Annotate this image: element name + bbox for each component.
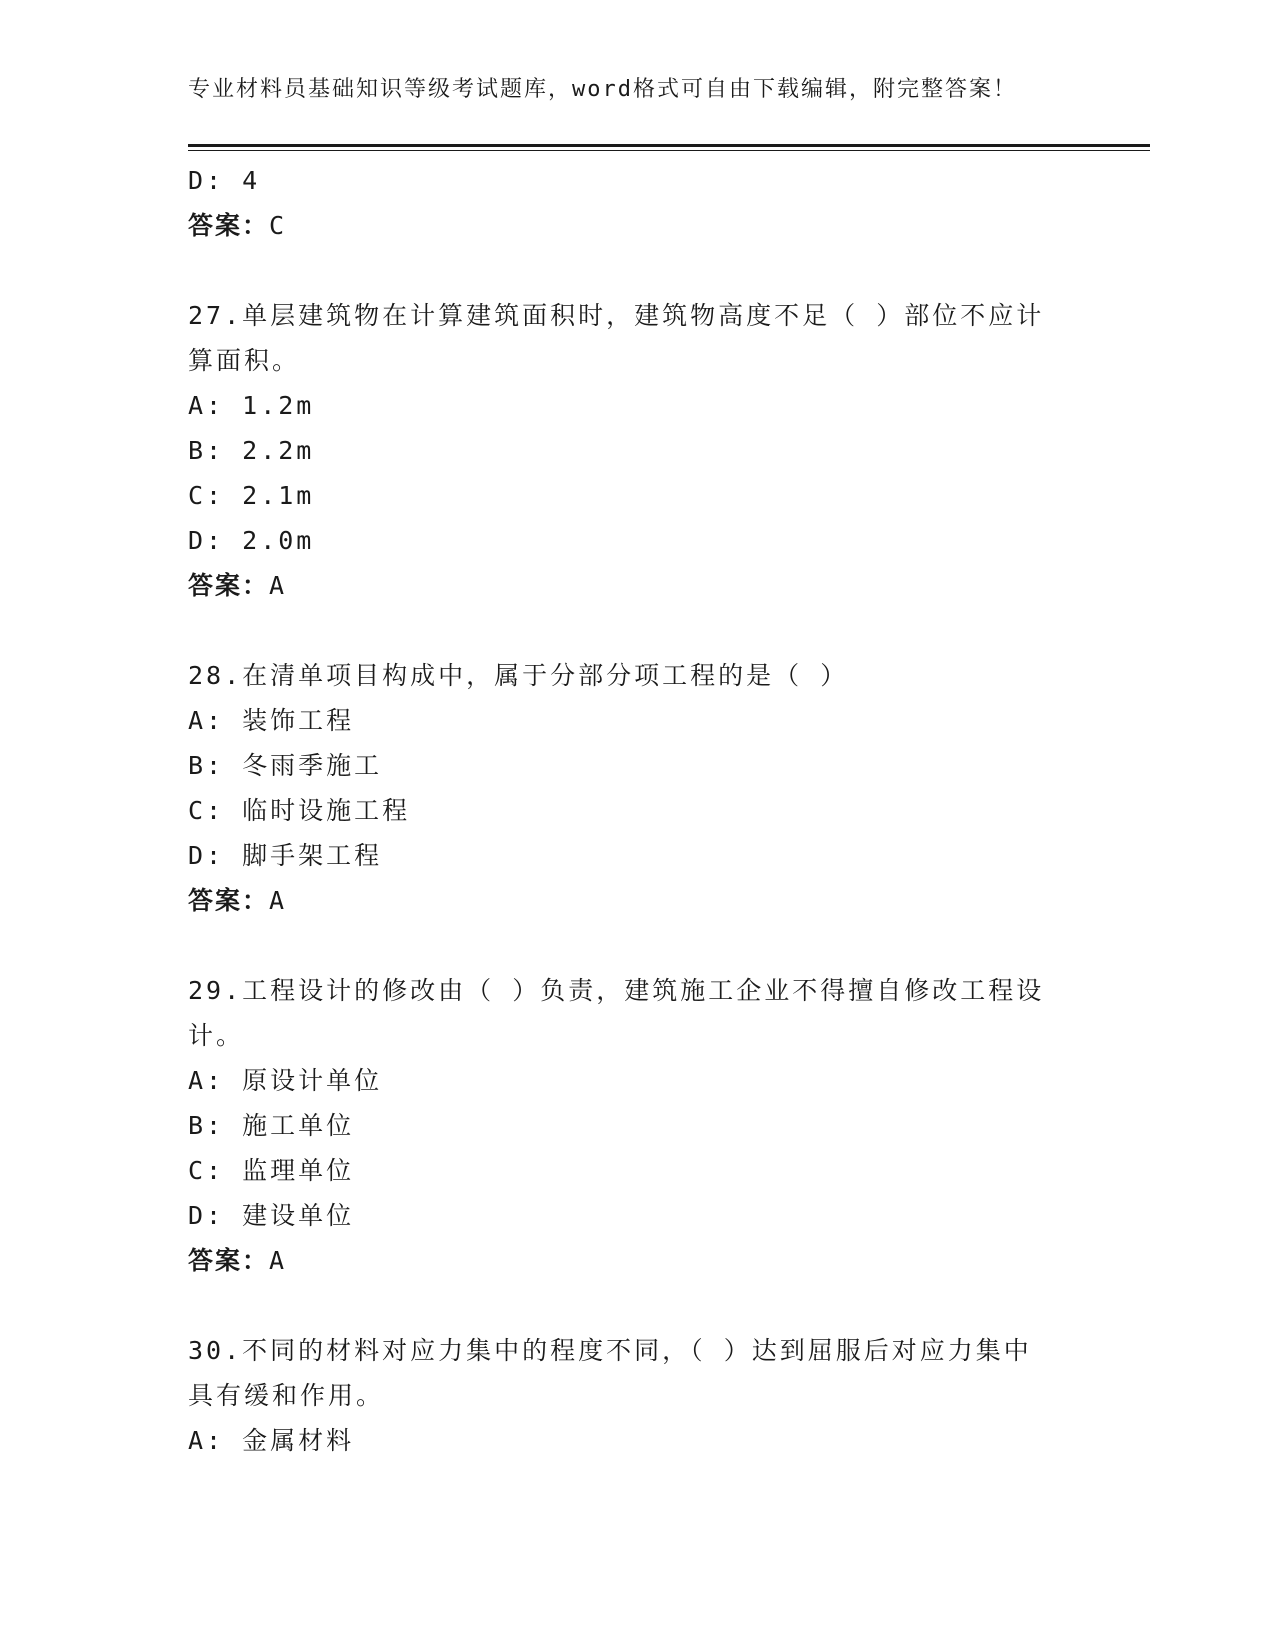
answer-line xyxy=(188,203,1068,248)
answer-option: B: 2.2m xyxy=(188,436,315,465)
question-list xyxy=(188,158,1068,1463)
question-text: 27.单层建筑物在计算建筑面积时，建筑物高度不足（ ）部位不应计 xyxy=(188,301,1045,330)
question-text: 30.不同的材料对应力集中的程度不同，（ ）达到屈服后对应力集中 xyxy=(188,1336,1032,1365)
question-text: 算面积。 xyxy=(188,346,301,375)
answer-option: B: 冬雨季施工 xyxy=(188,751,383,780)
answer-value: A xyxy=(269,1246,287,1275)
block-gap xyxy=(188,1283,1068,1328)
answer-line xyxy=(188,563,1068,608)
block-gap xyxy=(188,923,1068,968)
header-rule-thick xyxy=(188,144,1150,147)
answer-option: C: 2.1m xyxy=(188,481,315,510)
answer-option: A: 原设计单位 xyxy=(188,1066,383,1095)
answer-option: D: 建设单位 xyxy=(188,1201,355,1230)
answer-option: A: 1.2m xyxy=(188,391,315,420)
answer-value: A xyxy=(269,886,287,915)
answer-label: 答案： xyxy=(188,1246,270,1275)
block-gap xyxy=(188,608,1068,653)
answer-label: 答案： xyxy=(188,571,270,600)
page-header: 专业材料员基础知识等级考试题库，word格式可自由下载编辑，附完整答案！ xyxy=(188,77,1017,102)
question-text: 计。 xyxy=(188,1021,245,1050)
answer-option: C: 监理单位 xyxy=(188,1156,355,1185)
answer-option: C: 临时设施工程 xyxy=(188,796,411,825)
answer-option: D: 脚手架工程 xyxy=(188,841,383,870)
question-text: 28.在清单项目构成中，属于分部分项工程的是（ ） xyxy=(188,661,849,690)
header-rule-thin xyxy=(188,150,1150,151)
answer-option: D: 4 xyxy=(188,166,261,195)
question-text: 29.工程设计的修改由（ ）负责，建筑施工企业不得擅自修改工程设 xyxy=(188,976,1045,1005)
answer-option: A: 装饰工程 xyxy=(188,706,355,735)
answer-value: C xyxy=(269,211,287,240)
question-text: 具有缓和作用。 xyxy=(188,1381,385,1410)
answer-value: A xyxy=(269,571,287,600)
answer-label: 答案： xyxy=(188,211,270,240)
answer-option: B: 施工单位 xyxy=(188,1111,355,1140)
answer-option: D: 2.0m xyxy=(188,526,315,555)
answer-option: A: 金属材料 xyxy=(188,1426,355,1455)
answer-label: 答案： xyxy=(188,886,270,915)
answer-line xyxy=(188,878,1068,923)
answer-line xyxy=(188,1238,1068,1283)
block-gap xyxy=(188,248,1068,293)
